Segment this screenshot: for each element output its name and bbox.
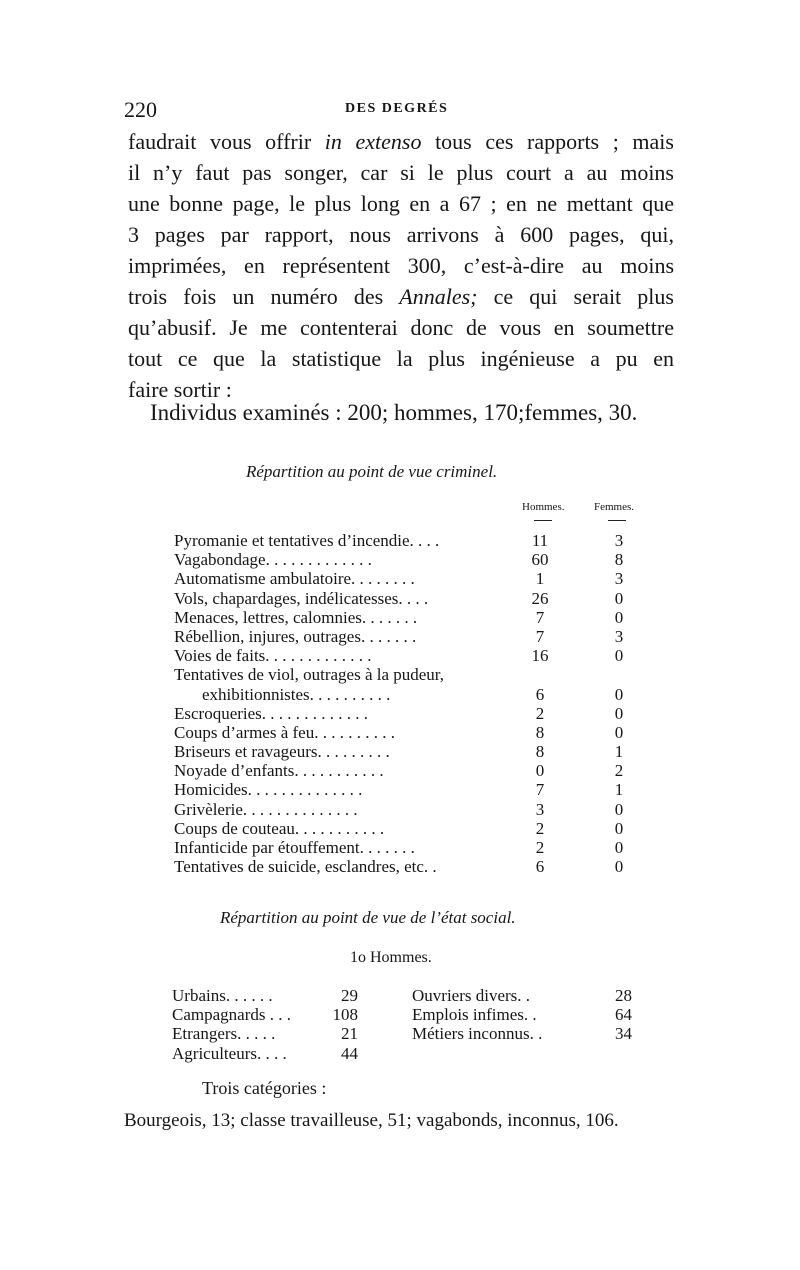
hommes-value: 3 [535, 799, 545, 819]
section-title-criminel: Répartition au point de vue criminel. [246, 462, 498, 481]
body-paragraph [128, 126, 674, 405]
social-value: 28 [615, 986, 632, 1005]
hommes-value: 2 [535, 703, 545, 723]
line-text: 3 pages par rapport, nous arrivons à 600 pages, qui, [128, 222, 674, 247]
line-text: faire sortir : [128, 377, 232, 402]
social-value: 44 [341, 1043, 358, 1063]
hommes-value: 2 [535, 818, 545, 838]
social-value: 108 [332, 1005, 358, 1025]
social-label: Agriculteurs. . . . [172, 1043, 287, 1063]
line-text: trois fois un numéro des [128, 284, 400, 309]
hommes-value: 8 [535, 742, 545, 762]
social-label: Campagnards . . . [172, 1005, 291, 1025]
row-label: Noyade d’enfants. . . . . . . . . . . [174, 761, 384, 781]
row-label: Coups de couteau. . . . . . . . . . . [174, 818, 385, 838]
hommes-value: 8 [535, 722, 545, 742]
social-value: 29 [341, 986, 358, 1005]
femmes-value: 0 [614, 799, 624, 819]
line-italic: Annales; [399, 284, 478, 309]
femmes-value: 3 [614, 626, 624, 646]
social-value: 21 [341, 1024, 358, 1044]
row-label: Infanticide par étouffement. . . . . . . [174, 838, 415, 857]
hommes-value: 7 [535, 780, 545, 800]
row-label: Automatisme ambulatoire. . . . . . . . [174, 569, 415, 589]
line-text: ce qui serait plus [477, 284, 674, 309]
row-label: Tentatives de viol, outrages à la pudeur, [174, 665, 445, 685]
hommes-value: 6 [535, 857, 545, 877]
line-text: faudrait vous offrir [128, 129, 325, 154]
femmes-value: 0 [614, 857, 624, 877]
individus-line: Individus examinés : 200; hommes, 170;femmes, 30. [150, 400, 638, 425]
row-label: Menaces, lettres, calomnies. . . . . . . [174, 607, 418, 627]
line-text: tout ce que la statistique la plus ingénieuse a pu en [128, 346, 674, 371]
paragraph-line [128, 281, 674, 312]
paragraph-line [128, 126, 674, 157]
femmes-value: 0 [614, 588, 624, 608]
femmes-value: 0 [614, 607, 624, 627]
row-label: exhibitionnistes. . . . . . . . . . [202, 684, 391, 704]
social-value: 64 [615, 1005, 632, 1025]
hommes-value: 60 [531, 550, 549, 570]
paragraph-line [128, 157, 674, 188]
line-text: tous ces rapports ; mais [421, 129, 674, 154]
row-label: Vols, chapardages, indélicatesses. . . . [174, 588, 429, 608]
row-label: Grivèlerie. . . . . . . . . . . . . . [174, 799, 358, 819]
social-label: Emplois infimes. . [412, 1005, 537, 1025]
femmes-value: 0 [614, 818, 624, 838]
femmes-value: 1 [614, 742, 624, 762]
line-text: imprimées, en représentent 300, c’est-à-dire au moins [128, 253, 674, 278]
social-label: Ouvriers divers. . [412, 986, 531, 1005]
paragraph-line [128, 343, 674, 374]
subtitle-hommes: 1o Hommes. [350, 949, 432, 966]
row-label: Escroqueries. . . . . . . . . . . . . [174, 703, 369, 723]
row-label: Pyromanie et tentatives d’incendie. . . . [174, 531, 440, 550]
hommes-value: 26 [531, 588, 549, 608]
femmes-value: 0 [614, 722, 624, 742]
femmes-value: 0 [614, 646, 624, 666]
social-label: Urbains. . . . . . [172, 986, 273, 1005]
section-title-social: Répartition au point de vue de l’état social. [220, 908, 516, 927]
hommes-value: 7 [535, 607, 545, 627]
line-text: qu’abusif. Je me contenterai donc de vous en soumettre [128, 315, 674, 340]
column-rule [608, 520, 626, 521]
hommes-value: 2 [535, 838, 545, 857]
femmes-value: 2 [614, 761, 624, 781]
row-label: Rébellion, injures, outrages. . . . . . . [174, 626, 417, 646]
social-label: Métiers inconnus. . [412, 1024, 543, 1044]
social-label: Etrangers. . . . . [172, 1024, 276, 1044]
hommes-value: 7 [535, 626, 545, 646]
row-label: Briseurs et ravageurs. . . . . . . . . [174, 742, 390, 762]
hommes-value: 11 [531, 531, 549, 550]
femmes-value: 1 [614, 780, 624, 800]
bourgeois-line: Bourgeois, 13; classe travailleuse, 51; vagabonds, inconnus, 106. [124, 1110, 619, 1131]
running-title: DES DEGRÉS [345, 101, 449, 116]
social-value: 34 [615, 1024, 632, 1044]
row-label: Homicides. . . . . . . . . . . . . . [174, 780, 363, 800]
paragraph-line [128, 188, 674, 219]
paragraph-line [128, 219, 674, 250]
femmes-value: 0 [614, 838, 624, 857]
femmes-value: 0 [614, 703, 624, 723]
line-text: il n’y faut pas songer, car si le plus court a au moins [128, 160, 674, 185]
femmes-value: 8 [614, 550, 624, 570]
line-italic: in extenso [324, 129, 422, 154]
paragraph-line [128, 250, 674, 281]
row-label: Coups d’armes à feu. . . . . . . . . . [174, 722, 395, 742]
column-header-femmes: Femmes. [594, 501, 635, 513]
femmes-value: 3 [614, 531, 624, 550]
line-text: une bonne page, le plus long en a 67 ; en ne mettant que [128, 191, 674, 216]
trois-categories: Trois catégories : [202, 1078, 327, 1098]
row-label: Voies de faits. . . . . . . . . . . . . [174, 646, 372, 666]
page-number: 220 [124, 97, 157, 122]
femmes-value: 0 [614, 684, 624, 704]
row-label: Tentatives de suicide, esclandres, etc. . [174, 857, 437, 877]
column-header-hommes: Hommes. [522, 501, 565, 513]
femmes-value: 3 [614, 569, 624, 589]
hommes-value: 16 [531, 646, 549, 666]
hommes-value: 0 [535, 761, 545, 781]
hommes-value: 6 [535, 684, 545, 704]
column-rule [534, 520, 552, 521]
row-label: Vagabondage. . . . . . . . . . . . . [174, 550, 372, 570]
paragraph-line [128, 312, 674, 343]
hommes-value: 1 [535, 569, 545, 589]
